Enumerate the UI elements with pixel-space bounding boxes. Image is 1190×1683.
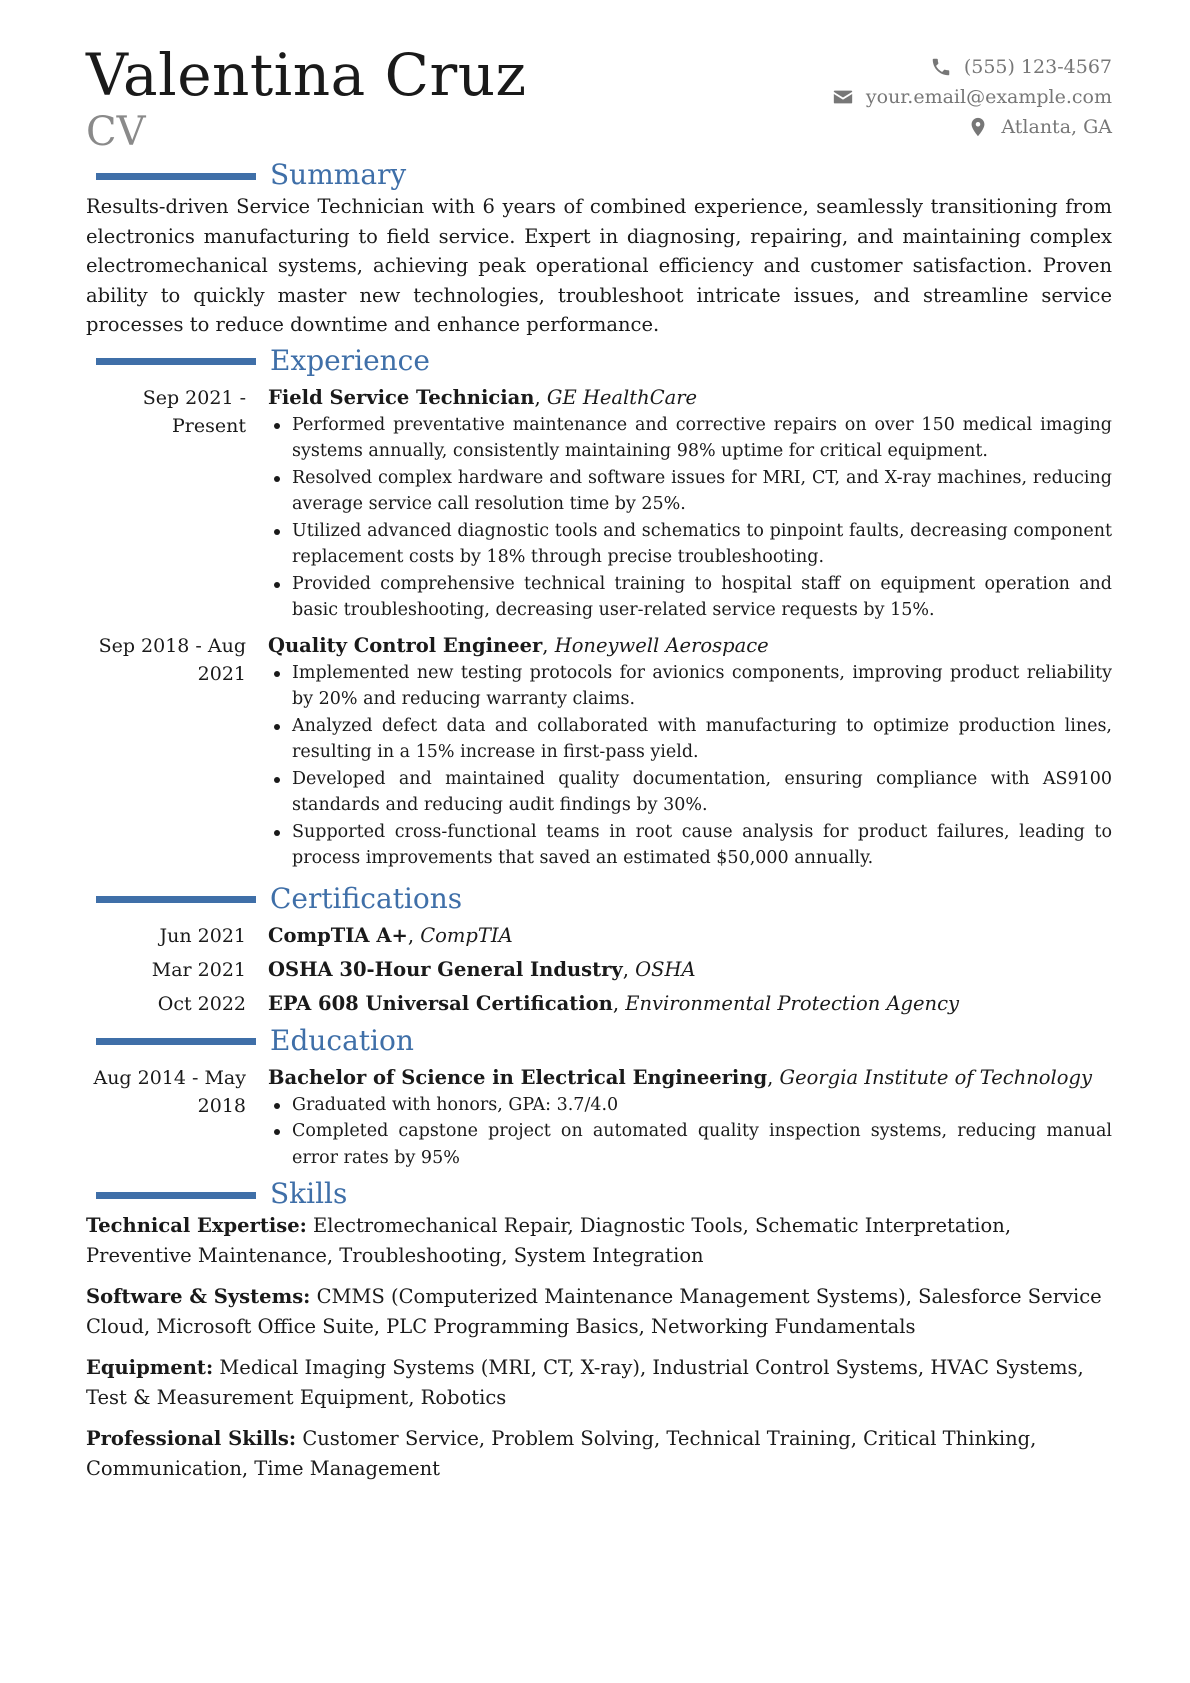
section-heading — [86, 882, 1112, 916]
envelope-icon — [832, 86, 854, 108]
contact-location — [832, 112, 1112, 142]
contact-phone — [832, 52, 1112, 82]
bullet-list — [268, 412, 1112, 624]
section-heading — [86, 1177, 1112, 1211]
job-title: Field Service Technician — [268, 385, 535, 409]
skill-group-label: Software & Systems: — [86, 1285, 311, 1308]
bullet-item: Analyzed defect data and collaborated with manufacturing to optimize production lines, resulting in a 15% increase in first-pass yield. — [268, 713, 1112, 766]
skill-group-text: Customer Service, Problem Solving, Technical Training, Critical Thinking, Communication, Time Management — [86, 1427, 1037, 1480]
skill-group — [86, 1282, 1112, 1341]
email-address[interactable]: your.email@example.com — [865, 86, 1112, 108]
section-heading — [86, 1024, 1112, 1058]
bullet-item: Developed and maintained quality documentation, ensuring compliance with AS9100 standards and reducing audit findings by 30%. — [268, 766, 1112, 819]
section-title: Experience — [270, 343, 430, 377]
bullet-item: Implemented new testing protocols for avionics components, improving product reliability by 20% and reducing warranty claims. — [268, 660, 1112, 713]
entry-title-line: Field Service Technician, GE HealthCare — [268, 385, 698, 409]
education-entry — [86, 1064, 1112, 1172]
bullet-list — [268, 1092, 1112, 1172]
employer: Honeywell Aerospace — [554, 633, 769, 657]
bullet-item: Resolved complex hardware and software issues for MRI, CT, and X-ray machines, reducing average service call resolution time by 25%. — [268, 465, 1112, 518]
certification-entry — [86, 922, 1112, 950]
bullet-item: Utilized advanced diagnostic tools and schematics to pinpoint faults, decreasing component replacement costs by 18% through precise troubleshooting. — [268, 518, 1112, 571]
entry-date: Sep 2021 - Present — [142, 386, 246, 437]
institution: Georgia Institute of Technology — [779, 1065, 1093, 1089]
skill-group-text: CMMS (Computerized Maintenance Management Systems), Salesforce Service Cloud, Microsoft Office Suite, PLC Programming Basics, Networking Fundamentals — [86, 1285, 1102, 1338]
entry-body — [268, 632, 1112, 872]
contact-email — [832, 82, 1112, 112]
certification-title: CompTIA A+ — [268, 923, 408, 947]
section-accent-bar — [96, 1038, 256, 1045]
skills-section — [86, 1177, 1112, 1483]
job-title: Quality Control Engineer — [268, 633, 543, 657]
experience-section — [86, 344, 1112, 872]
certification-title: EPA 608 Universal Certification — [268, 991, 613, 1015]
certification-title: OSHA 30-Hour General Industry — [268, 957, 623, 981]
entry-body — [268, 384, 1112, 624]
section-title: Summary — [270, 158, 407, 191]
phone-icon — [930, 56, 952, 78]
section-accent-bar — [96, 896, 256, 903]
section-accent-bar — [96, 1192, 256, 1199]
degree-title: Bachelor of Science in Electrical Engineering — [268, 1065, 768, 1089]
section-accent-bar — [96, 358, 256, 365]
location-text: Atlanta, GA — [1001, 116, 1112, 138]
bullet-item: Supported cross-functional teams in root cause analysis for product failures, leading to process improvements that saved an estimated $50,000 annually. — [268, 819, 1112, 872]
entry-title-line: OSHA 30-Hour General Industry, OSHA — [268, 957, 696, 981]
bullet-item: Completed capstone project on automated quality inspection systems, reducing manual error rates by 95% — [268, 1118, 1112, 1171]
issuer: CompTIA — [420, 923, 513, 947]
skill-group-text: Medical Imaging Systems (MRI, CT, X-ray), Industrial Control Systems, HVAC Systems, Test & Measurement Equipment, Robotics — [86, 1356, 1084, 1409]
certifications-section — [86, 882, 1112, 1018]
certification-entry — [86, 990, 1112, 1018]
education-section — [86, 1024, 1112, 1172]
person-name: Valentina Cruz — [86, 41, 527, 109]
skill-group-label: Equipment: — [86, 1356, 214, 1379]
section-title: Skills — [270, 1177, 348, 1210]
certification-entry — [86, 956, 1112, 984]
experience-entry — [86, 384, 1112, 624]
skill-group-label: Professional Skills: — [86, 1427, 297, 1450]
entry-date: Jun 2021 — [159, 924, 246, 947]
contact-block — [832, 52, 1112, 142]
summary-text: Results-driven Service Technician with 6 years of combined experience, seamlessly transitioning from electronics manufacturing to field service. Expert in diagnosing, repairing, and maintaining complex electromechanical systems, achieving peak operational efficiency and customer satisfaction. Proven ability to quickly master new technologies, troubleshoot intricate issues, and streamline service processes to reduce downtime and enhance performance. — [86, 195, 1112, 336]
bullet-list — [268, 660, 1112, 872]
section-title: Education — [270, 1023, 414, 1057]
cv-header — [86, 40, 1112, 158]
section-heading — [86, 344, 1112, 378]
bullet-item: Graduated with honors, GPA: 3.7/4.0 — [268, 1092, 1112, 1119]
skill-group — [86, 1424, 1112, 1483]
entry-title-line: Bachelor of Science in Electrical Engineering, Georgia Institute of Technology — [268, 1065, 1093, 1089]
entry-title-line: Quality Control Engineer, Honeywell Aerospace — [268, 633, 769, 657]
summary-section — [86, 158, 1112, 340]
experience-entry — [86, 632, 1112, 872]
issuer: Environmental Protection Agency — [625, 991, 960, 1015]
employer: GE HealthCare — [546, 385, 698, 409]
section-title: Certifications — [270, 881, 463, 915]
entry-date: Sep 2018 - Aug 2021 — [98, 634, 246, 685]
phone-number: (555) 123-4567 — [963, 56, 1112, 78]
document-subtitle: CV — [86, 109, 146, 155]
entry-date: Aug 2014 - May 2018 — [93, 1066, 246, 1117]
entry-title-line: CompTIA A+, CompTIA — [268, 923, 513, 947]
skill-group — [86, 1211, 1112, 1270]
bullet-item: Performed preventative maintenance and corrective repairs on over 150 medical imaging systems annually, consistently maintaining 98% uptime for critical equipment. — [268, 412, 1112, 465]
bullet-item: Provided comprehensive technical training to hospital staff on equipment operation and basic troubleshooting, decreasing user-related service requests by 15%. — [268, 571, 1112, 624]
entry-date: Mar 2021 — [151, 958, 246, 981]
entry-date: Oct 2022 — [157, 992, 246, 1015]
section-accent-bar — [96, 173, 256, 180]
cv-page — [86, 40, 1112, 1495]
skill-group-text: Electromechanical Repair, Diagnostic Tools, Schematic Interpretation, Preventive Maintenance, Troubleshooting, System Integration — [86, 1214, 1012, 1267]
section-heading — [86, 158, 1112, 192]
map-pin-icon — [967, 116, 989, 138]
entry-body — [268, 1064, 1112, 1172]
skill-group — [86, 1353, 1112, 1412]
issuer: OSHA — [635, 957, 696, 981]
entry-title-line: EPA 608 Universal Certification, Environmental Protection Agency — [268, 991, 960, 1015]
skill-group-label: Technical Expertise: — [86, 1214, 307, 1237]
